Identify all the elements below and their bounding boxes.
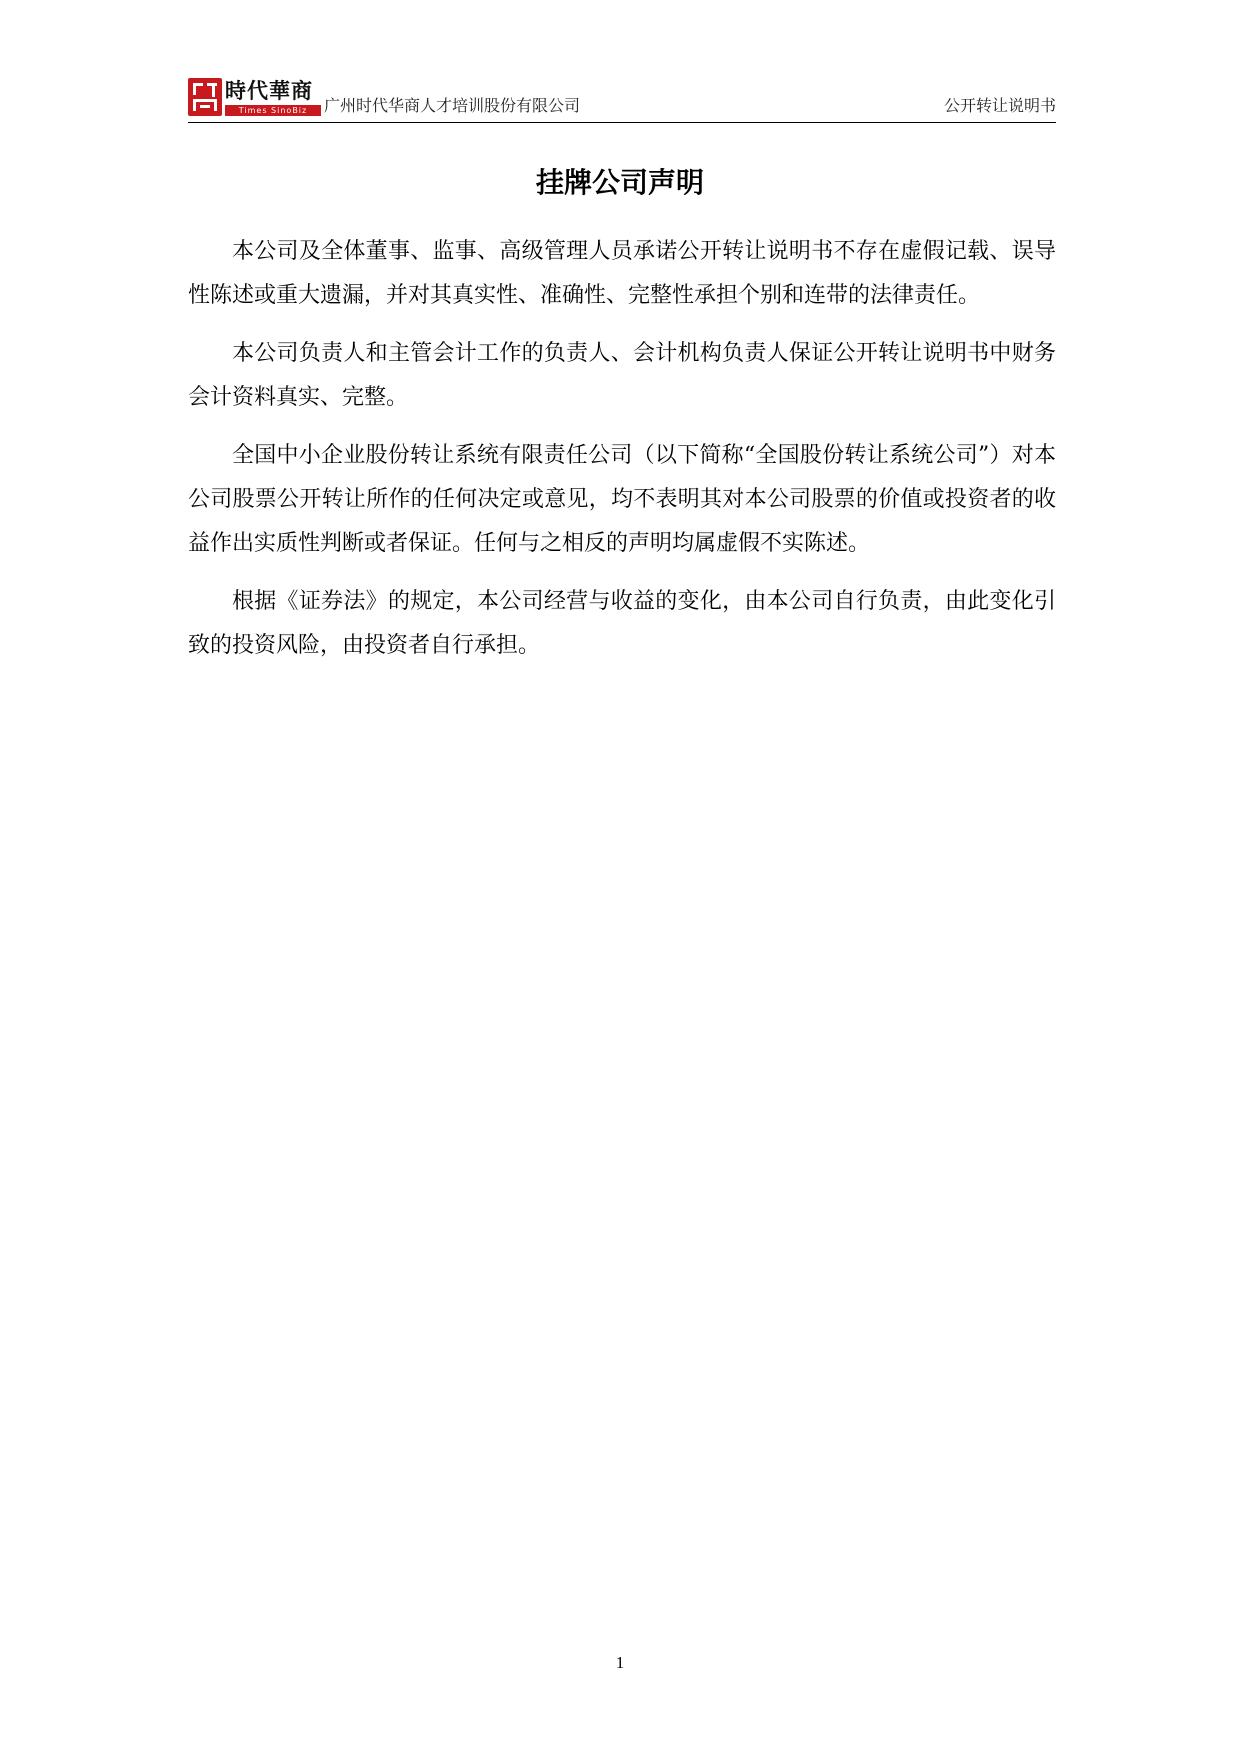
paragraph-financial-guarantee: 本公司负责人和主管会计工作的负责人、会计机构负责人保证公开转让说明书中财务会计资料真实、完整。 — [188, 341, 1056, 410]
page-header — [188, 74, 1056, 123]
logo-seal-icon — [188, 78, 222, 116]
page-title: 挂牌公司声明 — [535, 166, 704, 199]
logo-text-cn: 時代華商 — [225, 78, 313, 103]
paragraph-board-commitment: 本公司及全体董事、监事、高级管理人员承诺公开转让说明书不存在虚假记载、误导性陈述或重大遗漏，并对其真实性、准确性、完整性承担个别和连带的法律责任。 — [188, 239, 1056, 308]
paragraph-neeq-disclaimer: 全国中小企业股份转让系统有限责任公司（以下简称“全国股份转让系统公司”）对本公司股票公开转让所作的任何决定或意见，均不表明其对本公司股票的价值或投资者的收益作出实质性判断或者保证。任何与之相反的声明均属虚假不实陈述。 — [188, 443, 1056, 556]
company-logo — [188, 78, 322, 118]
page-number: 1 — [615, 1653, 625, 1672]
header-document-name: 公开转让说明书 — [943, 96, 1056, 115]
statement-body — [188, 230, 1056, 682]
logo-text-en: Times SinoBiz — [225, 105, 321, 116]
header-company-name: 广州时代华商人才培训股份有限公司 — [324, 96, 581, 115]
paragraph-securities-law: 根据《证券法》的规定，本公司经营与收益的变化，由本公司自行负责，由此变化引致的投资风险，由投资者自行承担。 — [188, 589, 1056, 658]
